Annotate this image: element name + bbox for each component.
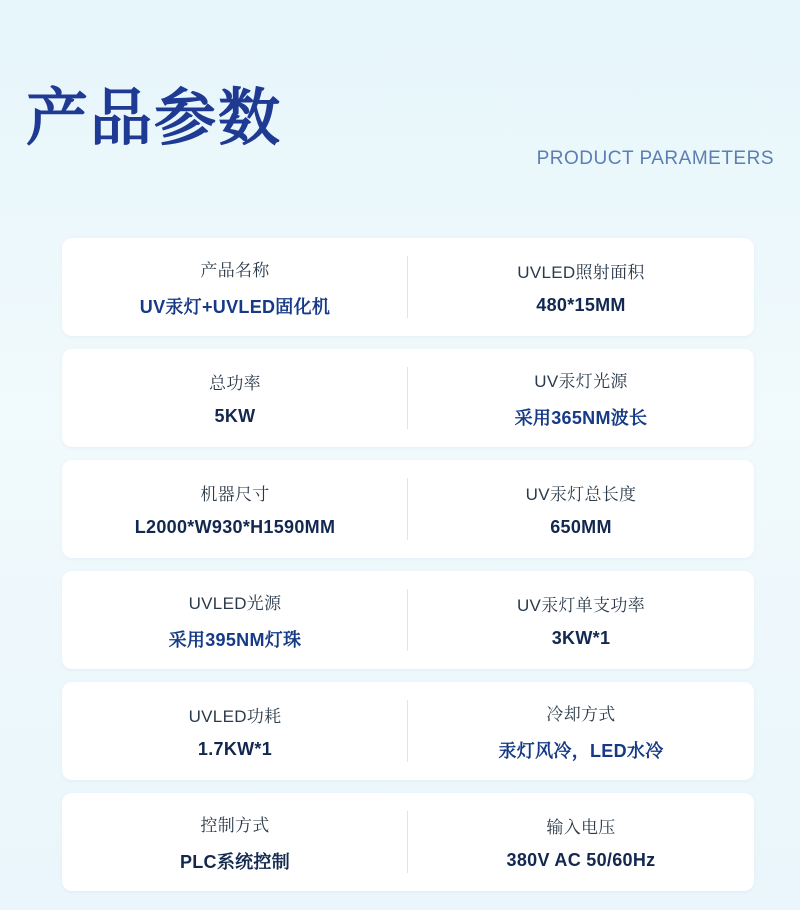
page-title: 产品参数 <box>26 84 283 153</box>
spec-cell <box>62 238 408 336</box>
spec-label: 输入电压 <box>546 818 616 837</box>
spec-label: 控制方式 <box>200 815 270 835</box>
spec-cell <box>62 571 408 669</box>
spec-cell <box>408 460 754 558</box>
spec-label: 产品名称 <box>200 260 270 280</box>
page-header <box>0 0 800 230</box>
spec-cell <box>62 682 408 780</box>
table-row <box>62 238 754 336</box>
spec-cell <box>62 793 408 891</box>
spec-label: UVLED功耗 <box>188 707 282 726</box>
spec-label: UVLED照射面积 <box>517 263 645 282</box>
spec-cell <box>408 571 754 669</box>
spec-label: UVLED光源 <box>188 593 282 613</box>
spec-label: 冷却方式 <box>546 704 616 724</box>
spec-label: 机器尺寸 <box>200 485 270 504</box>
spec-cell <box>62 349 408 447</box>
spec-value: 480*15MM <box>536 295 626 315</box>
spec-label: UV汞灯光源 <box>534 371 628 391</box>
spec-cell <box>62 460 408 558</box>
table-row <box>62 793 754 891</box>
spec-value: 采用395NM灯珠 <box>168 629 302 650</box>
spec-cell <box>408 349 754 447</box>
spec-label: UV汞灯总长度 <box>525 485 637 504</box>
table-row <box>62 682 754 780</box>
table-row <box>62 349 754 447</box>
table-row <box>62 460 754 558</box>
spec-value: UV汞灯+UVLED固化机 <box>139 296 331 317</box>
spec-table <box>62 238 754 904</box>
spec-value: L2000*W930*H1590MM <box>134 517 336 537</box>
page-subtitle: PRODUCT PARAMETERS <box>536 148 774 169</box>
spec-value: 1.7KW*1 <box>197 739 273 759</box>
spec-value: 5KW <box>214 406 256 426</box>
spec-cell <box>408 793 754 891</box>
spec-value: 汞灯风冷，LED水冷 <box>498 740 664 761</box>
spec-cell <box>408 238 754 336</box>
spec-value: 采用365NM波长 <box>514 407 648 428</box>
spec-value: PLC系统控制 <box>179 851 291 872</box>
spec-label: 总功率 <box>209 374 261 393</box>
spec-value: 650MM <box>550 517 612 537</box>
spec-value: 3KW*1 <box>551 628 611 648</box>
spec-value: 380V AC 50/60Hz <box>506 850 656 870</box>
table-row <box>62 571 754 669</box>
spec-label: UV汞灯单支功率 <box>516 596 645 615</box>
spec-cell <box>408 682 754 780</box>
